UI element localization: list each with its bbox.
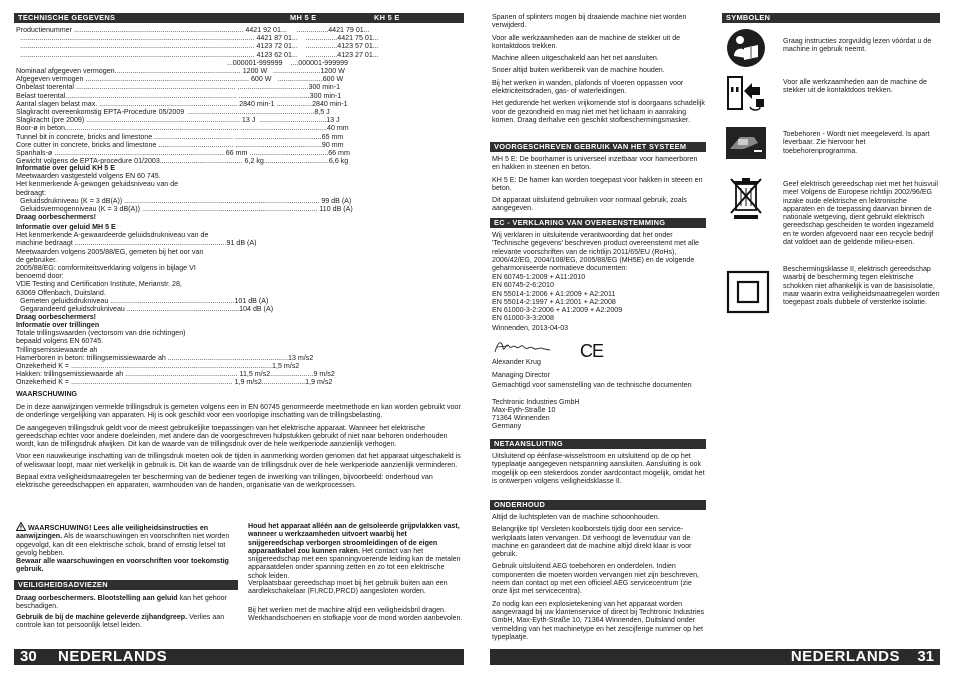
mid-p3: Bij het werken met de machine altijd een veiligheidsbril dragen. Werkhandschoenen en stofkapje voor de mond worden aanbevolen. (248, 606, 463, 623)
vibration-line: Onzekerheid K = .................................................................................. 1,9 m/s2......................1,9 m/s2 (16, 378, 333, 387)
spec-line: Slagkracht (pre 2009) .............................................................................. 13 J ..................................13 J (16, 116, 340, 125)
authorized-line: Gemachtigd voor samenstelling van de technische documenten (492, 381, 692, 389)
right-footer-title: NEDERLANDS (790, 648, 900, 665)
noise-mh-line: benoemd door: (16, 272, 64, 281)
vibration-line: Hakken: trillingsemissiewaarde ah ......................................................... 11,5 m/s2......................9 m/s2 (16, 370, 335, 379)
noise-mh-line: Het kenmerkende A-gewaardeerde geluidsdrukniveau van de (16, 231, 209, 240)
spec-lines (16, 26, 464, 166)
ec-norm-line: EN 55014-1:2006 + A1:2009 + A2:2011 (492, 289, 616, 298)
maint-section-title: ONDERHOUD (490, 500, 706, 510)
noise-kh-line: bedraagt: (16, 188, 46, 197)
mid-p2: Verplaatsbaar gereedschap moet bij het gebruik buiten aan een aardlekschakelaar (FI,RCD,PRCD) aangesloten worden. (248, 579, 448, 596)
class-ii-insulation-icon (726, 270, 770, 314)
vibration-line: Trillingsemissiewaarde ah (16, 345, 98, 354)
mid-p1-rest: Het contact van het snijgereedschap met een spanningvoerende leiding kan de metalen apparaatdelen onder spanning zetten en zo tot een elektrische schok leiden. (248, 546, 461, 580)
symbol-desc-unplug: Voor alle werkzaamheden aan de machine de stekker uit de kontaktdoos trekken. (783, 78, 927, 95)
warn2-rest: Als de waarschuwingen en voorschriften niet worden opgevolgd, kan dit een elektrische schok, brand of ernstig letsel tot gevolg hebben. (16, 532, 230, 557)
vibration-line: Onzekerheid K = ......................................................................................................1,5 m/s2 (16, 362, 300, 371)
spec-line: ....................................................................................................................... 4421 87 01... ................4421 75 01... (16, 34, 379, 43)
ec-section-title: EC - VERKLARING VAN OVEREENSTEMMING (490, 218, 706, 228)
right-top-paragraph: Het gedurende het werken vrijkomende stof is doorgaans schadelijk voor de gezondheid en mag niet met het lichaam in aanraking komen. Draag derhalve een geschikt stofbeschermingsmasker. (492, 99, 705, 124)
ec-norm-line: EN 60745-2-6:2010 (492, 281, 554, 290)
noise-mh-block (16, 223, 464, 323)
use-section-title: VOORGESCHREVEN GEBRUIK VAN HET SYSTEEM (490, 142, 706, 152)
safety-p2 (16, 613, 238, 630)
warning-paragraph: De in deze aanwijzingen vermelde trillingsdruk is gemeten volgens een in EN 60745 genormeerde meetmethode en kan worden gebruikt voor de onderlinge vergelijking van apparaten. Hij is ook geschikt voor een voorlopige inschatting van de trillingsbelasting. (16, 403, 461, 420)
noise-mh-line: Gemeten geluidsdrukniveau ...............................................................101 dB (A) (16, 296, 269, 305)
noise-kh-line: Meetwaarden vastgesteld volgens EN 60 745. (16, 172, 161, 181)
symbol-desc-class2: Beschermingsklasse II, elektrisch gereedschap waarbij de bescherming tegen elektrische schokken niet afhankelijk is van de basisisolatie, maar waarin extra veiligheidsmaatregelen worden toegepast zoals dubbele of versterkte isolatie. (783, 265, 940, 307)
vibration-line: Informatie over trillingen (16, 321, 100, 329)
maint-paras (492, 513, 706, 643)
safety-p2-rest: Verlies aan controle kan tot persoonlijk letsel leiden. (16, 613, 225, 630)
signer-name: Alexander Krug (492, 358, 541, 366)
safety-p1 (16, 594, 238, 611)
tech-data-title-text: TECHNISCHE GEGEVENS (18, 13, 116, 22)
spec-line: ....................................................................................................................... 4123 72 01... ................4123 57 01... (16, 42, 379, 51)
noise-kh-block (16, 164, 464, 224)
noise-kh-line: Geluidsvermogenniveau (K = 3 dB(A)) ......................................................................................... 110 dB (A) (16, 205, 353, 214)
mid-p1-bold: Houd het apparaat alléén aan de geïsoleerde grijpvlakken vast, wanneer u werkzaamheden uitvoert waarbij het snijgereedschap verborgen stroomleidingen of de eigen apparaatkabel zou kunnen raken. (248, 522, 460, 555)
safety-section-title: VEILIGHEIDSADVIEZEN (14, 580, 238, 590)
ce-mark-text: CE (580, 341, 604, 361)
spec-line: ...000001-999999 ....000001-999999 (16, 58, 348, 67)
accessory-icon (724, 123, 768, 163)
noise-mh-line: de gebruiker. (16, 255, 58, 264)
warning-heading: WAARSCHUWING (16, 390, 78, 398)
spec-line: Spanhals-ø ...................................................................................... 66 mm ........................................66 mm (16, 149, 350, 158)
noise-kh-line: Het kenmerkende A-gewogen geluidsniveau van de (16, 180, 179, 189)
warning-paragraph: De aangegeven trillingsdruk geldt voor de meest gebruikelijke toepassingen van het elektrische apparaat. Wanneer het elektrische gereedschap echter voor andere doeleinden, met andere dan de voorgeschreven hulpstukken gebruikt of niet naar behoren onderhouden wordt, kan de trillingsdruk afwijken. Dit kan de waarde van de trillingsdruk over de hele werkperiode aanzienlijk verhogen. (16, 423, 448, 449)
right-top-paragraph: Snoer altijd buiten werkbereik van de machine houden. (492, 66, 665, 75)
authorized-line: 71364 Winnenden (492, 414, 550, 423)
tech-data-title (14, 13, 464, 23)
vibration-line: Totale trillingswaarden (vectorsom van drie richtingen) (16, 329, 186, 338)
right-top-paragraph: Bij het werken in wanden, plafonds of vloeren oppassen voor elektriciteitsdraden, gas- of waterleidingen. (492, 78, 684, 96)
noise-mh-line: machine bedraagt .............................................................................91 dB (A) (16, 239, 257, 248)
mid-p1 (248, 522, 464, 580)
ec-norm-line: EN 60745-1:2009 + A11:2010 (492, 273, 586, 281)
left-footer-title: NEDERLANDS (58, 648, 168, 665)
authorized-line (492, 389, 706, 397)
use-paragraph: KH 5 E: De hamer kan worden toegepast voor hakken in steeen en beton. (492, 175, 703, 192)
ec-place-date: Winnenden, 2013-04-03 (492, 324, 569, 332)
ec-norm-line: EN 61000-3-3:2008 (492, 314, 554, 323)
net-paragraph: Uitsluitend op éénfase-wisselstroom en uitsluitend op de op het typeplaatje aangegeven netspanning aansluiten. Aansluiting is ook mogelijk op een stekerdoos zonder aardcontact mogelijk, omdat het is ontwerpen volgens veiligheidsklasse II. (492, 452, 705, 485)
safety-p1-bold: Draag oorbeschermers. Blootstelling aan geluid (16, 594, 178, 602)
use-paras (492, 155, 706, 215)
noise-mh-line: Meetwaarden volgens 2005/88/EG, gemeten bij het oor van (16, 247, 204, 256)
ec-paragraph: Wij verklaren in uitsluitende verantwoording dat het onder 'Technische gegevens' beschreven product overeenstemt met alle relevante voorschriften van de richtlijn 2011/65/EU (RoHs), 2006/42/EG, 2004/108/EG, 2005/88/EG (MH5E) en de volgende geharmoniseerde normatieve documenten: (492, 231, 699, 273)
spec-line: Afgegeven vermogen ................................................................................... 600 W .......................600 W (16, 75, 344, 84)
right-page-number: 31 (917, 648, 934, 665)
right-top-paragraph: Machine alleen uitgeschakeld aan het net aansluiten. (492, 54, 659, 63)
vibration-line: bepaald volgens EN 60745. (16, 337, 104, 346)
authorized-line: Max-Eyth-Straße 10 (492, 405, 556, 414)
safety-warning-block (16, 522, 238, 577)
noise-mh-line: 63069 Offenbach, Duitsland. (16, 288, 106, 297)
warning-paragraph: Bepaal extra veiligheidsmaatregelen ter bescherming van de bediener tegen de inwerking van trillingen, bijvoorbeeld: onderhoud van elektrische gereedschappen en apparaten, warmhouden van de handen, organisatie van de werkprocessen. (16, 473, 433, 490)
warn2-bold2: Bewaar alle waarschuwingen en voorschriften voor toekomstig gebruik. (16, 557, 229, 574)
vibration-line: Hamerboren in beton: trillingsemissiewaarde ah .............................................................13 m/s2 (16, 353, 314, 362)
warning-paragraphs (16, 403, 464, 515)
spec-line: Onbelast toerental ................................................................................. ....................................300 min-1 (16, 83, 341, 92)
symbol-desc-weee: Geef elektrisch gereedschap niet met het huisvuil mee! Volgens de Europese richtlijn 2002/96/EG inzake oude elektrische en lektronische apparaten en de toepassing daarvan binnen de nationale wetgeving, dient gebruikt elektrisch gereedschap gescheiden te worden ingezameld en te worden afgevoerd naar een recycle bedrijf dat voldoet aan de geldende milieu-eisen. (783, 180, 938, 247)
warning-paragraph: Voor een nauwkeurige inschatting van de trillingsdruk moeten ook de tijden in aanmerking worden genomen dat het apparaat uitgeschakeld is of weliswaar loopt, maar niet werkelijk in gebruik is. Dit kan de waarde van de trillingsdruk over de hele werkperiode aanzienlijk verminderen. (16, 452, 461, 469)
spec-line: Gewicht volgens de EPTA-procedure 01/2003.......................................... 6,2 kg.................................6,6 kg (16, 157, 349, 166)
spec-line: Tunnel bit in concrete, bricks and limestone ........................................ ............................................65 mm (16, 132, 344, 141)
noise-mh-line: Draag oorbeschermers! (16, 313, 97, 322)
noise-kh-line: Geluidsdrukniveau (K = 3 dB(A)) ................................................................................................... 99 dB (A) (16, 196, 352, 205)
noise-mh-line: Informatie over geluid MH 5 E (16, 223, 116, 231)
right-top-paragraph: Spanen of splinters mogen bij draaiende machine niet worden verwijderd. (492, 13, 687, 30)
use-paragraph: MH 5 E: De boorhamer is universeel inzetbaar voor hameerboren en hakken in steenen en beton. (492, 155, 698, 172)
read-manual-icon (726, 28, 766, 68)
col-kh-header: KH 5 E (374, 13, 400, 22)
vibration-block (16, 321, 464, 387)
warn2-bold: WAARSCHUWING! Lees alle veiligheidsinstructies en aanwijzingen. (16, 524, 209, 541)
maintenance-paragraph: Altijd de luchtspleten van de machine schoonhouden. (492, 513, 660, 521)
left-page-number: 30 (20, 648, 37, 665)
spec-line: Nominaal afgegeven vermogen................................................................ 1200 W ........................1200 W (16, 67, 345, 76)
symbols-section-title: SYMBOLEN (722, 13, 940, 23)
safety-p1-rest: kan het gehoor beschadigen. (16, 594, 227, 611)
right-footer (490, 649, 940, 665)
noise-mh-line: Gegarandeerd geluidsdrukniveau .........................................................104 dB (A) (16, 305, 274, 314)
spec-line: Slagkracht overeenkomstig EPTA-Procedure 05/2009 ................................................................8,5 J (16, 108, 330, 117)
noise-kh-line: Draag oorbeschermers! (16, 213, 97, 222)
unplug-icon (726, 73, 766, 113)
warning-triangle-icon (16, 522, 26, 531)
symbol-desc-accessory: Toebehoren - Wordt niet meegeleverd. Is apart leverbaar. Zie hiervoor het toebehorenprogramma. (783, 130, 930, 155)
maintenance-paragraph: Belangrijke tip! Versleten koolborstels tijdig door een service-werkplaats laten vervangen. Dit verhoogt de levensduur van de machine en garandeert dat de machine altijd direkt klaar is voor gebruik. (492, 525, 692, 559)
noise-kh-line: Informatie over geluid KH 5 E (16, 164, 115, 172)
maintenance-paragraph: Zo nodig kan een explosietekening van het apparaat worden aangevraagd bij uw klantenservice of direct bij Techtronic Industries GmbH, Max-Eyth-Straße 10, 71364 Winnenden, Duitsland onder vermelding van het machinetype en het zescijferige nummer op het typeplaatje. (492, 599, 705, 641)
authorized-line: Germany (492, 422, 522, 431)
ec-norm-line: EN 61000-3-2:2006 + A1:2009 + A2:2009 (492, 306, 623, 315)
spec-line: Aantal slagen belast max. ...................................................................... 2840 min-1 ..................2840 min-1 (16, 99, 348, 108)
spec-line: Belast toerental....................................................................................... ....................................300 min-1 (16, 91, 342, 100)
spec-line: Boor-ø in beton........................................................................................ ............................................40 mm (16, 124, 349, 133)
ec-norm-line: EN 55014-2:1997 + A1:2001 + A2:2008 (492, 297, 616, 306)
noise-mh-line: 2005/88/EG: comformiteitsverklaring volgens in bijlage VI (16, 264, 196, 273)
ec-norms (492, 273, 706, 325)
signature-icon (492, 337, 554, 357)
net-section-title: NETAANSLUITING (490, 439, 706, 449)
col-mh-header: MH 5 E (290, 13, 317, 22)
right-top-paragraph: Voor alle werkzaamheden aan de machine de stekker uit de kontaktdoos trekken. (492, 33, 681, 50)
symbol-desc-manual: Graag instructies zorgvuldig lezen vóórdat u de machine in gebruik neemt. (783, 37, 932, 54)
spec-line: Productienummer ...................................................................................... 4421 92 01... ................4421 79 01... (16, 26, 370, 34)
safety-p2-bold: Gebruik de bij de machine geleverde zijhandgreep. (16, 613, 188, 621)
right-top-paras (492, 13, 706, 143)
authorized-line: Techtronic Industries GmbH (492, 397, 580, 406)
left-footer (14, 649, 464, 665)
use-paragraph: Dit apparaat uitsluitend gebruiken voor normaal gebruik, zoals aangegeven. (492, 196, 687, 213)
maintenance-paragraph: Gebruik uitsluitend AEG toebehoren en onderdelen. Indien componenten die moeten worden vervangen niet zijn beschreven, neem dan contact op met een officieel AEG servicecentrum (zie onze lijst met servicecentra). (492, 562, 700, 596)
signer-role: Managing Director (492, 371, 550, 379)
spec-line: ....................................................................................................................... 4123 62 01... ................4123 27 01... (16, 50, 379, 59)
weee-bin-icon (728, 176, 764, 220)
noise-mh-line: VDE Testing and Certification Institute, Merianstr. 28, (16, 280, 182, 289)
spec-line: Core cutter in concrete, bricks and limestone ...................................... ............................................90 mm (16, 140, 344, 149)
authorized-lines (492, 381, 706, 433)
